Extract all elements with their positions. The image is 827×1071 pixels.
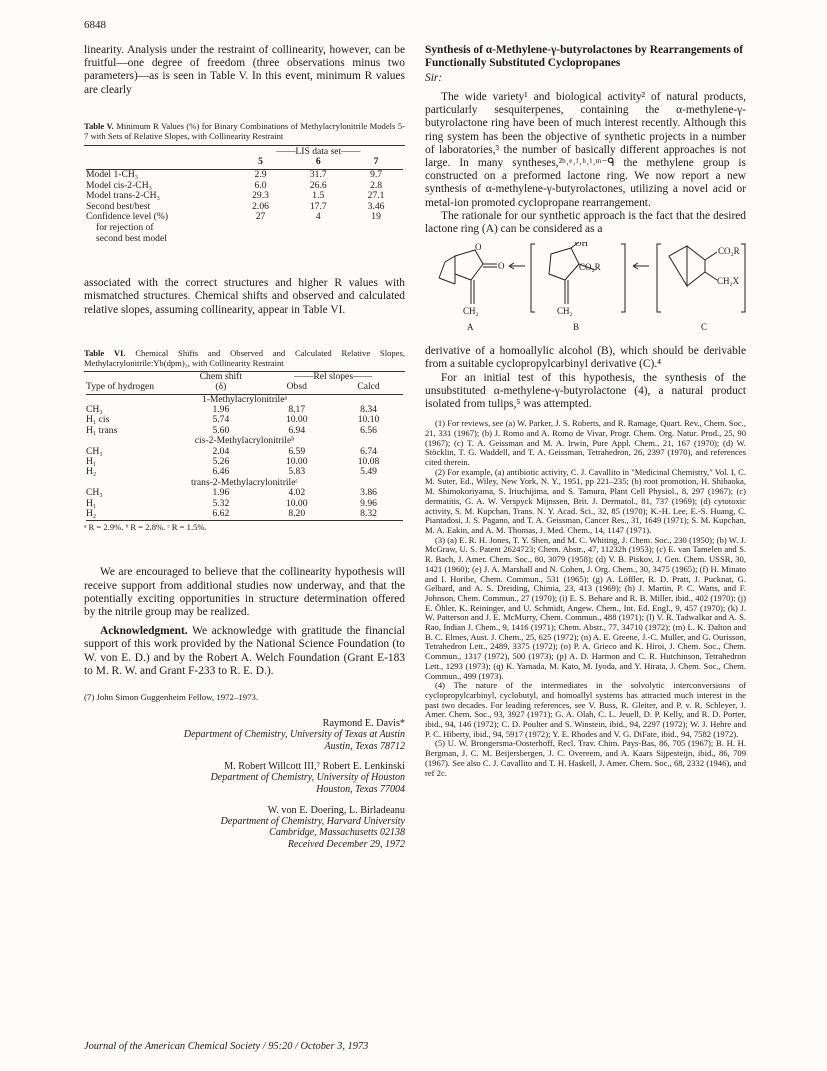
footnote-7: (7) John Simon Guggenheim Fellow, 1972–1973. (84, 692, 259, 703)
table-row: CH₃ 1.96 4.02 3.86 (86, 487, 377, 499)
author-affiliation: Department of Chemistry, Harvard University (220, 815, 405, 827)
article-title: Synthesis of α-Methylene-γ-butyrolactones by Rearrangements of Functionally Substituted Cyclopropanes (425, 44, 744, 69)
left-column (84, 44, 405, 850)
reference: (1) For reviews, see (a) W. Parker, J. S. Roberts, and R. Ramage, Quart. Rev., Chem. Soc., 21, 331 (1967); (b) J. Romo and A. Romo de Vivar, Progr. Chem. Org. Natur. Prod., 25, 90 (1967); (c) T. A. Geissman and M. A. Irwin, Pure Appl. Chem., 21, 167 (1970); (d) W. Stöcklin, T. G. Waddell, and T. A. Geissman, Tetrahedron, 26, 2397 (1970), and references cited therein. (425, 418, 746, 468)
table-6-header: Type of hydrogen (86, 381, 155, 393)
reference: (2) For example, (a) antibiotic activity, C. J. Cavallito in "Medicinal Chemistry," Vol. I, C. M. Suter, Ed., Wiley, New York, N. Y., 1951, pp 221–235; (b) root promotion, H. Shibaoka, M. Shimokoriyama, S. Iriuchijima, and S. Tamura, Plant Cell Physiol., 8, 297 (1967); (c) dermatitis, G. A. W. Verspyck Mijnssen, Brit. J. Dermatol., 81, 737 (1969); (d) cytotoxic activity, S. M. Kupchan, Trans. N. Y. Acad. Sci., 32, 85 (1970); K.-H. Lee, E.-S. Huang, C. Piantadosi, J. S. Pagano, and T. A. Geissman, Cancer Res., 31, 1649 (1971); S. M. Kupchan, M. A. Eakin, and A. M. Thomas, J. Med. Chem., 14, 1147 (1971). (425, 466, 746, 535)
received-date: Received December 29, 1972 (287, 838, 405, 850)
table-row: Model trans-2-CH₃ 29.3 1.5 27.1 (86, 190, 385, 202)
right-column (425, 44, 746, 778)
table-row: H₁ 5.26 10.00 10.08 (86, 456, 380, 468)
paragraph-4: For an initial test of this hypothesis, the synthesis of the unsubstituted α-methylene-γ-butyrolactone (4), a natural product isolated from tulips,⁵ was attempted. (425, 371, 746, 411)
intro-paragraph: linearity. Analysis under the restraint of collinearity, however, can be fruitful—one degree of freedom (three observations minus two parameters)—as is seen in Table V. In this event, minimum R values are clearly (84, 44, 405, 96)
table-5 (84, 121, 405, 244)
table-6-caption: Table VI. Chemical Shifts and Observed and Calculated Relative Slopes, Methylacrylonitrile:Yb(dpm)₃, with Collinearity Restraint (84, 347, 405, 368)
table-row: H₁ trans 5.60 6.94 6.56 (86, 424, 377, 436)
table-5-grid (84, 145, 405, 244)
reference: (3) (a) E. R. H. Jones, T. Y. Shen, and M. C. Whiting, J. Chem. Soc., 230 (1950); (b) W. J. McGraw, U. S. Patent 2624723; Chem. Abstr., 47, 11232h (1953); (c) E. van Tamelen and S. R. Bach, J. Amer. Chem. Soc., 80, 3079 (1958); (d) V. B. Piskov, J. Gen. Chem. USSR, 30, 1421 (1960); (e) J. A. Marshall and N. Cohen, J. Org. Chem., 30, 3475 (1965); (f) H. Minato and I. Horibe, Chem. Commun., 531 (1965); (g) A. Löffler, R. D. Pratt, J. Pucknat, G. Gelbard, and A. S. Dreiding, Chimia, 23, 413 (1969); (h) J. Martin, P. C. Watts, and F. Johnson, Chem. Commun., 27 (1970); (i) E. S. Behare and R. B. Miller, ibid., 402 (1970); (j) E. Öhler, K. Reininger, and U. Schmidt, Angew. Chem., Int. Ed. Engl., 9, 457 (1970); (k) J. W. Patterson and J. E. McMurry, Chem. Commun., 488 (1971); (l) V. R. Tadwalkar and A. S. Rao, Indian J. Chem., 9, 1416 (1971); Chem. Abstr., 77, 34710 (1972); (m) L. K. Dalton and B. C. Elmes, Aust. J. Chem., 25, 625 (1972); (n) A. E. Greene, J.-C. Muller, and G. Ourisson, Tetrahedron Lett., 2489, 3375 (1972); (o) P. A. Grieco and K. Hiroi, J. Chem. Soc., Chem. Commun., 1317 (1972), 500 (1973); (p) A. D. Harmon and C. R. Hutchinson, Tetrahedron Lett., 1293 (1973); (q) K. Yamada, M. Kato, M. Iyoda, and Y. Hirata, J. Chem. Soc., Chem. Commun., 499 (1973). (425, 534, 746, 681)
table-6 (84, 348, 405, 533)
scheme-atom: O (475, 242, 482, 253)
page-number: 6848 (84, 19, 106, 31)
table-6-header: Calcd (357, 381, 380, 393)
scheme-label: C (701, 322, 708, 333)
table-6-grid (84, 371, 405, 522)
scheme-atom: OH (575, 242, 588, 249)
journal-footer: Journal of the American Chemical Society / 95:20 / October 3, 1973 (84, 1041, 369, 1052)
table-row: H₂ 6.46 5.83 5.49 (86, 466, 377, 478)
author-affiliation: Department of Chemistry, University of Houston (210, 772, 405, 784)
scheme-atom: CO₂R (718, 246, 740, 257)
author-affiliation: Department of Chemistry, University of Texas at Austin (183, 729, 405, 741)
table-5-col: 6 (315, 156, 321, 168)
reference: (4) The nature of the intermediates in the solvolytic interconversions of cyclopropylcarbinyl, cyclobutyl, and homoallyl systems has attracted much interest in the past two decades. For leading references, see V. Buss, R. Gleiter, and P. v. R. Schleyer, J. Amer. Chem. Soc., 93, 3927 (1971); G. A. Olah, C. L. Jeuell, D. P. Kelly, and R. D. Porter, ibid., 94, 146 (1972); C. D. Poulter and S. Winstein, ibid., 94, 2297 (1972); W. J. Hehre and P. C. Hiberty, ibid., 94, 5917 (1972); Y. E. Rhodes and V. G. DiFate, ibid., 94, 7582 (1972). (425, 680, 746, 739)
table-row: Model cis-2-CH₃ 6.0 26.6 2.8 (86, 179, 383, 191)
table-6-header: Obsd (286, 381, 307, 393)
scheme-atom: CH₂ (463, 306, 479, 317)
authors-block (84, 718, 405, 850)
reference: (5) U. W. Brongersma-Oosterhoff, Recl. Trav. Chim. Pays-Bas, 86, 705 (1967); B. H. H. Bergman, J. C. M. Beijersbergen, J. C. Overeem, and A. Kaars Sijpesteijn, ibid., 86, 709 (1967). See also C. J. Cavallito and T. H. Haskell, J. Amer. Chem. Soc., 68, 2332 (1946), and ref 2c. (425, 738, 746, 778)
paragraph-2: The rationale for our synthetic approach is the fact that the desired lactone ring (A) can be considered as a (425, 209, 746, 236)
table-6-footnote: ᵃ R = 2.9%. ᵇ R = 2.8%. ᶜ R = 1.5%. (84, 522, 207, 533)
table-row: Model 1-CH₃ 2.9 31.7 9.7 (86, 169, 383, 180)
author-name: W. von E. Doering, L. Birladeanu (267, 804, 405, 816)
table-6-section: 1-Methylacrylonitrileᵃ (201, 393, 288, 405)
table-row: CH₃ 1.96 8.17 8.34 (86, 403, 377, 415)
scheme-atom: CO₂R (579, 262, 601, 273)
paragraph-2: associated with the correct structures and higher R values with mismatched structures. Chemical shifts and observed and calculated relative slopes, assuming collinearity, appear in Table VI. (84, 277, 405, 316)
table-6-header: (δ) (215, 381, 227, 393)
table-row: Second best/best 2.06 17.7 3.46 (86, 200, 385, 212)
paragraph-1: The wide variety¹ and biological activity² of natural products, particularly sesquiterpenes, containing the α-methylene-γ-butyrolactone ring have been of much interest recently. Although this ring system has been the objective of synthetic projects in a number of laboratories,³ the number of basically different approaches is not large. In many syntheses,²ᵇ˒ᵉ˒ᶠ˒ʰ˒ⁱ˒ᵐ⁻ᑫ the methylene group is constructed on a preformed lactone ring. We now report a new synthesis of α-methylene-γ-butyrolactones, utilizing a novel acid or metal-ion promoted cyclopropane rearrangement. (425, 91, 746, 209)
table-5-group-header: ——LIS data set—— (276, 145, 361, 157)
paragraph-3: derivative of a homoallylic alcohol (B), which should be derivable from a suitable cyclopropylcarbinyl derivative (C).⁴ (425, 345, 746, 371)
table-row: second best model (96, 232, 167, 244)
table-row: H₁ 5.32 10.00 9.96 (86, 497, 377, 509)
scheme-label: B (573, 322, 580, 333)
author-affiliation: Cambridge, Massachusetts 02138 (269, 827, 405, 839)
scheme-atom: O (498, 261, 505, 272)
table-row: H₂ 6.62 8.20 8.32 (86, 508, 377, 520)
table-6-header: Chem shift (199, 370, 243, 382)
table-row: CH₃ 2.04 6.59 6.74 (86, 445, 377, 457)
author-name: Raymond E. Davis* (322, 718, 405, 730)
table-5-caption: Table V. Minimum R Values (%) for Binary Combinations of Methylacrylonitrile Models 5-7 with Sets of Relative Slopes, with Collinearity Restraint (84, 120, 405, 141)
references (425, 419, 746, 778)
acknowledgment: Acknowledgment. We acknowledge with gratitude the financial support of this work provided by the National Science Foundation (to W. von E. D.) and by the Robert A. Welch Foundation (Grant E-183 to M. R. W. and Grant F-233 to R. E. D.). (84, 625, 405, 677)
reaction-scheme (425, 242, 746, 334)
author-affiliation: Austin, Texas 78712 (324, 740, 405, 752)
table-5-col: 5 (258, 156, 263, 168)
table-row: Confidence level (%) 27 4 19 (86, 211, 381, 223)
table-5-col: 7 (373, 156, 379, 168)
scheme-atom: CH₂X (717, 276, 740, 287)
scheme-atom: CH₂ (557, 306, 573, 317)
scheme-label: A (467, 322, 474, 333)
paragraph-3: We are encouraged to believe that the collinearity hypothesis will receive support from additional studies now underway, and that the potentially exciting opportunities in structure determination offered by the nitrile group may be realized. (84, 566, 405, 619)
author-name: M. Robert Willcott III,⁷ Robert E. Lenkinski (224, 761, 405, 773)
author-affiliation: Houston, Texas 77004 (316, 783, 405, 795)
table-6-header: ——Rel slopes—— (294, 370, 373, 382)
table-6-section: trans-2-Methylacrylonitrileᶜ (191, 476, 298, 488)
table-6-section: cis-2-Methylacrylonitrileᵇ (194, 435, 295, 447)
salutation: Sir: (425, 72, 443, 84)
table-row: for rejection of (96, 221, 154, 233)
table-row: H₁ cis 5.74 10.00 10.10 (86, 414, 380, 426)
